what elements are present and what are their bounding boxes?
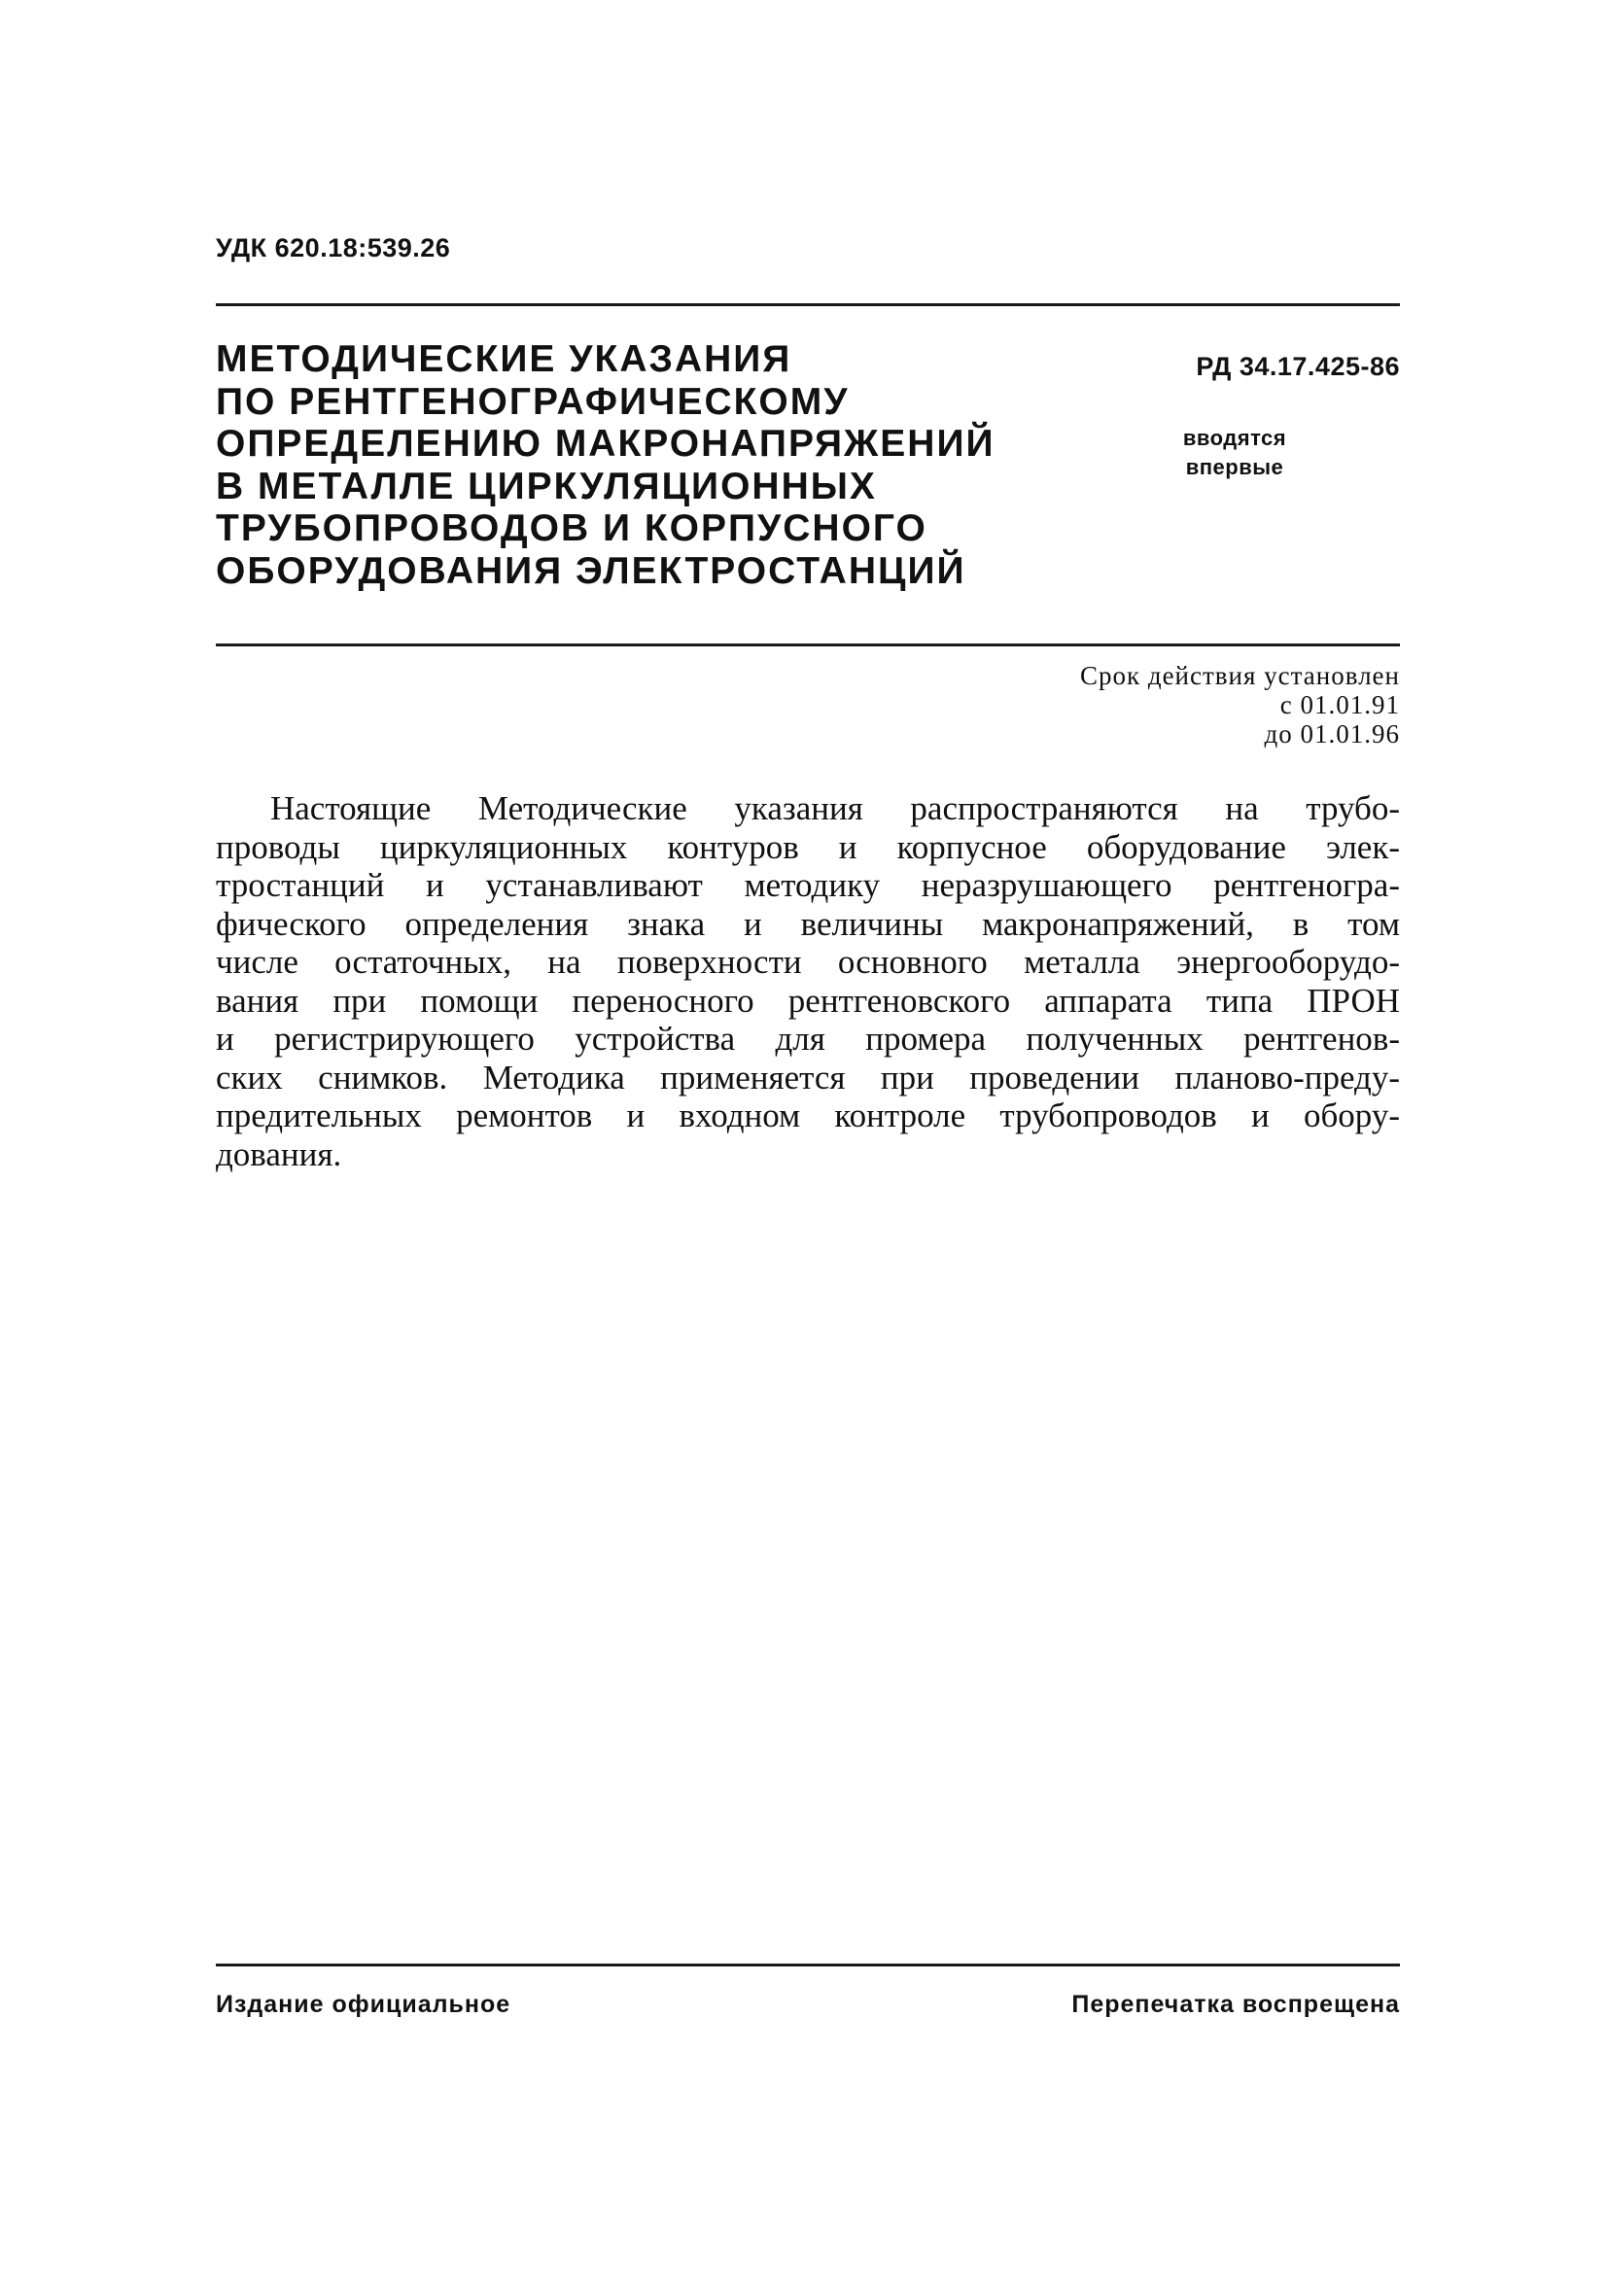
top-divider <box>216 303 1400 306</box>
intro-note-line: вводятся <box>1182 426 1287 450</box>
body-line: числе остаточных, на поверхности основного металла энергооборудо- <box>216 943 1400 981</box>
official-edition-label: Издание официальное <box>216 1991 511 2018</box>
title-line: В МЕТАЛЛЕ ЦИРКУЛЯЦИОННЫХ <box>216 465 877 507</box>
footer-divider <box>216 1964 1400 1966</box>
title-line: МЕТОДИЧЕСКИЕ УКАЗАНИЯ <box>216 338 792 380</box>
reprint-prohibited-label: Перепечатка воспрещена <box>1071 1991 1400 2018</box>
body-line: предительных ремонтов и входном контроле трубопроводов и обору- <box>216 1096 1400 1134</box>
udk-code: УДК 620.18:539.26 <box>216 233 451 262</box>
validity-from: с 01.01.91 <box>1279 690 1400 719</box>
title-line: ТРУБОПРОВОДОВ И КОРПУСНОГО <box>216 507 927 549</box>
body-line: фического определения знака и величины макронапряжений, в том <box>216 904 1400 943</box>
document-title <box>216 338 1052 592</box>
title-line: ОБОРУДОВАНИЯ ЭЛЕКТРОСТАНЦИЙ <box>216 549 966 592</box>
body-line: ских снимков. Методика применяется при проведении планово-преду- <box>216 1058 1400 1096</box>
body-line: вания при помощи переносного рентгеновского аппарата типа ПРОН <box>216 981 1400 1020</box>
body-line: проводы циркуляционных контуров и корпусное оборудование элек- <box>216 827 1400 866</box>
middle-divider <box>216 644 1400 646</box>
body-line: дования. <box>216 1134 342 1173</box>
intro-note-line: впервые <box>1185 455 1284 479</box>
body-line: и регистрирующего устройства для промера полученных рентгенов- <box>216 1020 1400 1058</box>
body-line: тростанций и устанавливают методику неразрушающего рентгеногра- <box>216 866 1400 904</box>
body-paragraph <box>216 789 1400 1173</box>
title-line: ОПРЕДЕЛЕНИЮ МАКРОНАПРЯЖЕНИЙ <box>216 423 996 465</box>
body-line: Настоящие Методические указания распространяются на трубо- <box>270 789 1400 827</box>
title-line: ПО РЕНТГЕНОГРАФИЧЕСКОМУ <box>216 380 850 423</box>
validity-period <box>1080 661 1400 748</box>
intro-note <box>1157 424 1312 482</box>
document-code: РД 34.17.425-86 <box>1196 352 1400 381</box>
validity-to: до 01.01.96 <box>1264 719 1400 748</box>
validity-label: Срок действия установлен <box>1079 661 1400 690</box>
